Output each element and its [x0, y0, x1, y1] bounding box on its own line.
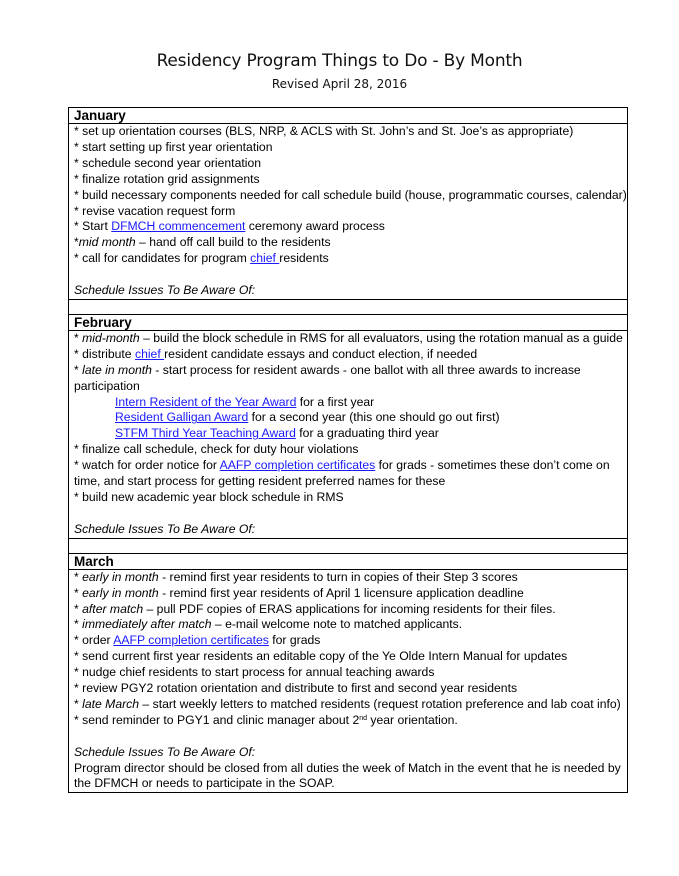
galligan-award-link[interactable]: Resident Galligan Award [115, 410, 249, 425]
list-item [74, 347, 627, 363]
intern-resident-award-link[interactable]: Intern Resident of the Year Award [115, 394, 297, 409]
item-text: – start weekly letters to matched residents (request rotation preference and lab coat info) [139, 696, 621, 711]
blank-line [74, 506, 627, 522]
item-text: – pull PDF copies of ERAS applications for incoming residents for their files. [143, 601, 556, 616]
revised-date: Revised April 28, 2016 [271, 77, 408, 91]
item-text: * [74, 617, 83, 632]
march-content-row [69, 569, 628, 793]
item-text: ceremony award process [245, 219, 385, 234]
monthly-todo-table [68, 107, 628, 793]
item-text: * Start [74, 219, 112, 234]
item-text: * [74, 330, 83, 345]
february-content [69, 330, 628, 538]
month-heading-march: March [69, 553, 628, 569]
list-item [74, 363, 627, 395]
blank-line [74, 729, 627, 745]
item-text: – build the block schedule in RMS for all evaluators, using the rotation manual as a guide [139, 330, 623, 345]
award-item [74, 426, 627, 442]
aafp-certificates-link[interactable]: AAFP completion certificates [113, 633, 269, 648]
item-text: * call for candidates for program [74, 251, 251, 266]
list-item: * build necessary components needed for call schedule build (house, programmatic courses, calendar) [74, 187, 627, 202]
ordinal-superscript: nd [359, 714, 368, 722]
list-item [74, 235, 627, 251]
item-text: * [74, 569, 83, 584]
item-text: * send reminder to PGY1 and clinic manager about 2 [74, 712, 360, 727]
february-spacer-row [69, 538, 628, 553]
item-text: * [74, 362, 83, 377]
item-text: - start process for resident awards - one ballot with all three awards to increase participation [74, 362, 581, 393]
item-text: for a graduating third year [295, 426, 439, 441]
blank-line [74, 267, 627, 283]
list-item [74, 633, 627, 649]
month-heading-february: February [69, 314, 628, 330]
schedule-issues-text: Program director should be closed from all duties the week of Match in the event that he is needed by the DFMCH or needs to participate in the SOAP. [74, 760, 621, 791]
list-item: * review PGY2 rotation orientation and distribute to first and second year residents [74, 681, 518, 696]
january-content [69, 124, 628, 300]
item-emphasis: immediately after match [82, 617, 212, 632]
list-item: * schedule second year orientation [74, 155, 261, 170]
item-text: * order [74, 633, 114, 648]
month-heading-january: January [69, 108, 628, 124]
list-item: * set up orientation courses (BLS, NRP, & ACLS with St. John’s and St. Joe’s as appropriate) [74, 124, 574, 138]
list-item: * nudge chief residents to start process for annual teaching awards [74, 665, 435, 680]
item-text: - remind first year residents of April 1 licensure application deadline [158, 585, 524, 600]
stfm-teaching-award-link[interactable]: STFM Third Year Teaching Award [115, 426, 296, 441]
list-item [74, 331, 627, 347]
item-text: * [74, 696, 83, 711]
list-item [74, 219, 627, 235]
list-item: * revise vacation request form [74, 203, 236, 218]
item-text: * [74, 601, 83, 616]
february-header-row [69, 314, 628, 330]
dfmch-commencement-link[interactable]: DFMCH commencement [111, 219, 246, 234]
list-item: * build new academic year block schedule in RMS [74, 490, 344, 505]
list-item [74, 617, 627, 633]
item-text: for a first year [296, 394, 375, 409]
chief-link[interactable]: chief [250, 251, 280, 266]
item-text: – e-mail welcome note to matched applicants. [211, 617, 463, 632]
item-text: residents [279, 251, 329, 266]
schedule-issues-label: Schedule Issues To Be Aware Of: [74, 744, 256, 759]
list-item [74, 458, 627, 490]
january-content-row [69, 124, 628, 300]
item-text: * [74, 235, 79, 250]
item-text: * [74, 585, 83, 600]
march-content [69, 569, 628, 793]
item-emphasis: mid-month [82, 330, 140, 345]
list-item [74, 602, 627, 618]
item-emphasis: late March [82, 696, 140, 711]
item-emphasis: late in month [82, 362, 152, 377]
schedule-issues-label: Schedule Issues To Be Aware Of: [74, 283, 256, 298]
february-content-row [69, 330, 628, 538]
march-header-row [69, 553, 628, 569]
list-item [74, 697, 627, 713]
chief-link[interactable]: chief [134, 346, 165, 361]
item-text: for grads - sometimes these don’t come on time, and start process for getting resident preferred names for these [74, 458, 610, 489]
list-item: * finalize call schedule, check for duty hour violations [74, 442, 359, 457]
january-header-row [69, 108, 628, 124]
list-item: * finalize rotation grid assignments [74, 171, 260, 186]
award-item [74, 410, 627, 426]
item-emphasis: early in month [82, 569, 159, 584]
item-text: – hand off call build to the residents [135, 235, 331, 250]
item-text: year orientation. [367, 712, 458, 727]
aafp-certificates-link[interactable]: AAFP completion certificates [219, 458, 376, 473]
list-item [74, 713, 627, 729]
item-emphasis: after match [82, 601, 144, 616]
list-item [74, 251, 627, 267]
item-text: * distribute [74, 346, 135, 361]
award-item [74, 395, 627, 411]
item-text: - remind first year residents to turn in copies of their Step 3 scores [158, 569, 518, 584]
page-title: Residency Program Things to Do - By Month [156, 51, 523, 71]
january-spacer-row [69, 299, 628, 314]
item-text: for a second year (this one should go out first) [248, 410, 500, 425]
item-text: for grads [268, 633, 321, 648]
list-item: * start setting up first year orientation [74, 139, 273, 154]
spacer-cell [69, 299, 628, 314]
spacer-cell [69, 538, 628, 553]
list-item [74, 570, 627, 586]
list-item [74, 586, 627, 602]
list-item: * send current first year residents an editable copy of the Ye Olde Intern Manual for updates [74, 649, 568, 664]
schedule-issues-label: Schedule Issues To Be Aware Of: [74, 521, 256, 536]
item-text: * watch for order notice for [74, 458, 220, 473]
item-emphasis: mid month [78, 235, 136, 250]
item-emphasis: early in month [82, 585, 159, 600]
item-text: resident candidate essays and conduct election, if needed [164, 346, 478, 361]
